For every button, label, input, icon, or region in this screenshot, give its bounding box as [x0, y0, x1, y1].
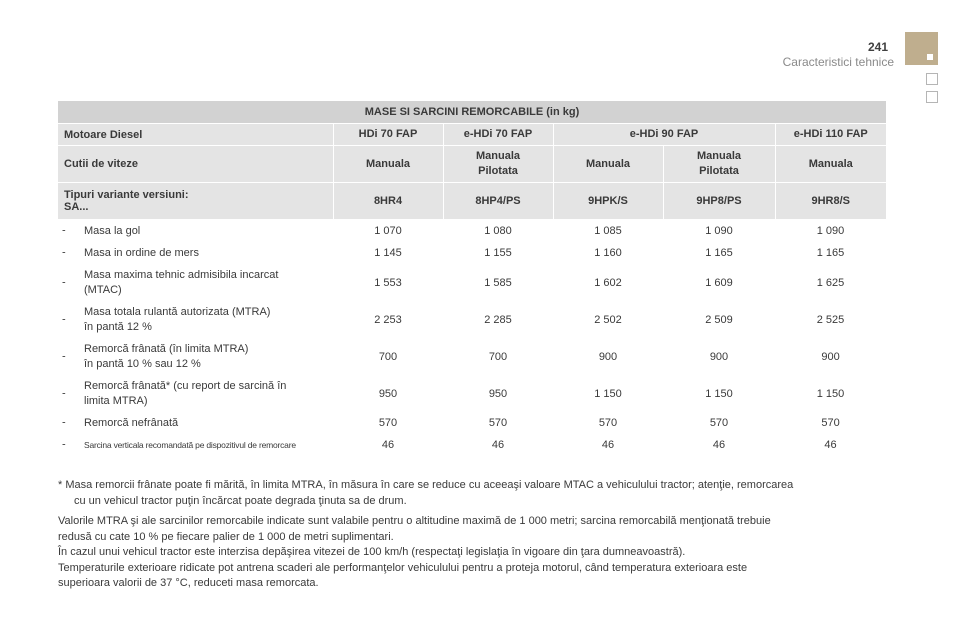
row-value: 46: [381, 439, 395, 451]
table-title-row: [58, 101, 886, 124]
gearbox-text: Manuala: [808, 157, 853, 170]
checkbox-icon: [926, 91, 938, 103]
table-row: [58, 434, 886, 456]
row-value: 1 085: [594, 225, 622, 237]
row-value: 2 509: [705, 313, 733, 326]
gearbox-value: [553, 146, 663, 183]
paragraph-line: Temperaturile exterioare ridicate pot antrena scaderi ale performanţelor vehiculului pentru a proteja motorul, când temperatura exterioara este: [58, 561, 748, 574]
gearbox-value: [775, 146, 886, 183]
row-label-line: în pantă 12 %: [84, 320, 152, 333]
row-value: 2 525: [816, 313, 845, 326]
gearbox-row: [58, 146, 886, 183]
row-label: [58, 375, 333, 412]
row-value: 46: [601, 439, 615, 451]
gearbox-text: Manuala: [475, 150, 520, 162]
row-label: [58, 338, 333, 375]
table-title: MASE SI SARCINI REMORCABILE (in kg): [58, 101, 886, 124]
engine-label: Motoare Diesel: [58, 124, 333, 146]
notes-paragraphs: [58, 514, 888, 592]
row-value: 1 625: [816, 276, 845, 289]
variant-code: 9HP8/PS: [663, 183, 775, 220]
row-value: 570: [488, 417, 508, 429]
row-value: 1 090: [705, 225, 733, 237]
row-label: [58, 434, 333, 456]
row-dash: -: [62, 224, 66, 237]
row-dash: -: [62, 387, 66, 399]
row-label-line: Masa in ordine de mers: [84, 246, 199, 259]
gearbox-text: Manuala: [585, 157, 630, 170]
table-body: [58, 220, 886, 457]
row-label-line: Remorcă frânată* (cu report de sarcină în: [84, 379, 287, 392]
row-dash: -: [62, 438, 66, 451]
row-dash: -: [62, 350, 66, 362]
variants-label-line: Tipuri variante versiuni:: [64, 189, 189, 201]
engine-value: e-HDi 70 FAP: [443, 124, 553, 146]
row-value: 950: [488, 387, 508, 400]
row-value: 1 155: [484, 247, 512, 259]
row-dash: -: [62, 276, 66, 288]
row-label: [58, 412, 333, 434]
paragraph: În cazul unui vehicul tractor este interzisa depăşirea vitezei de 100 km/h (respectaţi legislaţia în vigoare din ţara dumneavoastră).: [58, 546, 686, 558]
row-value: 1 150: [594, 387, 622, 400]
paragraph: [58, 514, 888, 545]
gearbox-text: Pilotata: [478, 165, 518, 177]
row-value: 2 253: [374, 313, 402, 326]
paragraph-line: redusă cu cate 10 % pe fiecare palier de 1 000 de metri suplimentari.: [58, 530, 394, 543]
chapter-tab: [905, 32, 938, 65]
row-dash: -: [62, 416, 66, 429]
gearbox-value: [443, 146, 553, 183]
row-value: 1 585: [484, 276, 512, 289]
table-row: [58, 412, 886, 434]
row-value: 46: [491, 439, 505, 451]
footnote: [58, 478, 898, 509]
row-value: 570: [821, 417, 840, 429]
row-label-line: Masa totala rulantă autorizata (MTRA): [84, 305, 271, 318]
row-value: 1 145: [374, 247, 402, 259]
gearbox-text: Manuala: [696, 150, 741, 162]
footnote-line: cu un vehicul tractor puţin încărcat poate degrada ţinuta sa de drum.: [74, 494, 407, 507]
table-row: [58, 242, 886, 264]
variant-code: 8HP4/PS: [443, 183, 553, 220]
variant-code: 8HR4: [333, 183, 443, 220]
table-row: [58, 220, 886, 243]
footnote-line: * Masa remorcii frânate poate fi mărită, în limita MTRA, în măsura în care se reduce cu aceeaşi valoare MTAC a vehiculului tractor; atenţie, remorcarea: [58, 479, 794, 491]
row-label-line: Masa maxima tehnic admisibila incarcat: [84, 268, 279, 281]
row-value: 46: [712, 439, 726, 451]
row-label: [58, 301, 333, 338]
table-row: [58, 375, 886, 412]
row-label-line: Remorcă frânată (în limita MTRA): [84, 342, 249, 355]
engine-value: HDi 70 FAP: [333, 124, 443, 146]
gearbox-value: [333, 146, 443, 183]
row-value: 1 150: [816, 387, 845, 400]
gearbox-text: Manuala: [365, 157, 410, 170]
section-title: Caracteristici tehnice: [782, 55, 894, 69]
row-value: 2 502: [594, 313, 622, 326]
table-row: [58, 338, 886, 375]
row-value: 1 160: [594, 247, 622, 259]
gearbox-text: Pilotata: [699, 165, 739, 177]
row-dash: -: [62, 313, 66, 325]
table-row: [58, 264, 886, 301]
paragraph-line: Valorile MTRA şi ale sarcinilor remorcabile indicate sunt valabile pentru o altitudine maximă de 1 000 metri; sarcina remorcabilă menţionată trebuie: [58, 515, 771, 527]
row-value: 1 070: [374, 225, 402, 237]
variant-code: 9HPK/S: [553, 183, 663, 220]
engine-value: e-HDi 90 FAP: [553, 124, 775, 146]
row-value: 570: [378, 417, 398, 429]
row-value: 1 553: [374, 276, 402, 289]
row-label: [58, 264, 333, 301]
row-value: 700: [378, 350, 398, 363]
row-value: 570: [709, 417, 729, 429]
row-value: 900: [821, 350, 840, 363]
engine-row: [58, 124, 886, 146]
row-value: 46: [824, 439, 837, 451]
variant-code: 9HR8/S: [775, 183, 886, 220]
row-value: 2 285: [484, 313, 512, 326]
row-value: 1 165: [816, 247, 845, 259]
variants-label-line: SA...: [64, 201, 89, 213]
table-row: [58, 301, 886, 338]
row-value: 1 080: [484, 225, 512, 237]
row-value: 1 165: [705, 247, 733, 259]
row-value: 900: [598, 350, 618, 363]
row-value: 1 090: [816, 225, 845, 237]
paragraph: [58, 561, 888, 592]
gearbox-label: Cutii de viteze: [58, 146, 333, 183]
row-label-line: în pantă 10 % sau 12 %: [84, 357, 201, 370]
row-value: 700: [488, 350, 508, 363]
row-dash: -: [62, 246, 66, 259]
row-label-line: Sarcina verticala recomandată pe dispozitivul de remorcare: [84, 439, 296, 450]
tab-marker-icon: [927, 54, 933, 60]
variants-row: [58, 183, 886, 220]
row-value: 950: [378, 387, 398, 400]
row-value: 900: [709, 350, 729, 363]
row-value: 1 602: [594, 276, 622, 289]
gearbox-value: [663, 146, 775, 183]
row-label: [58, 220, 333, 243]
checkbox-icon: [926, 73, 938, 85]
row-label: [58, 242, 333, 264]
row-label-line: Masa la gol: [84, 224, 141, 237]
row-value: 570: [598, 417, 618, 429]
row-value: 1 609: [705, 276, 733, 289]
row-label-line: (MTAC): [84, 283, 122, 296]
row-label-line: limita MTRA): [84, 394, 148, 407]
row-label-line: Remorcă nefrânată: [84, 416, 179, 429]
engine-value: e-HDi 110 FAP: [775, 124, 886, 146]
paragraph-line: superioara valorii de 37 °C, reduceti masa remorcata.: [58, 577, 319, 589]
row-value: 1 150: [705, 387, 733, 400]
page-number: 241: [868, 40, 889, 54]
towing-weights-table: [58, 101, 886, 456]
variants-label: [58, 183, 333, 220]
